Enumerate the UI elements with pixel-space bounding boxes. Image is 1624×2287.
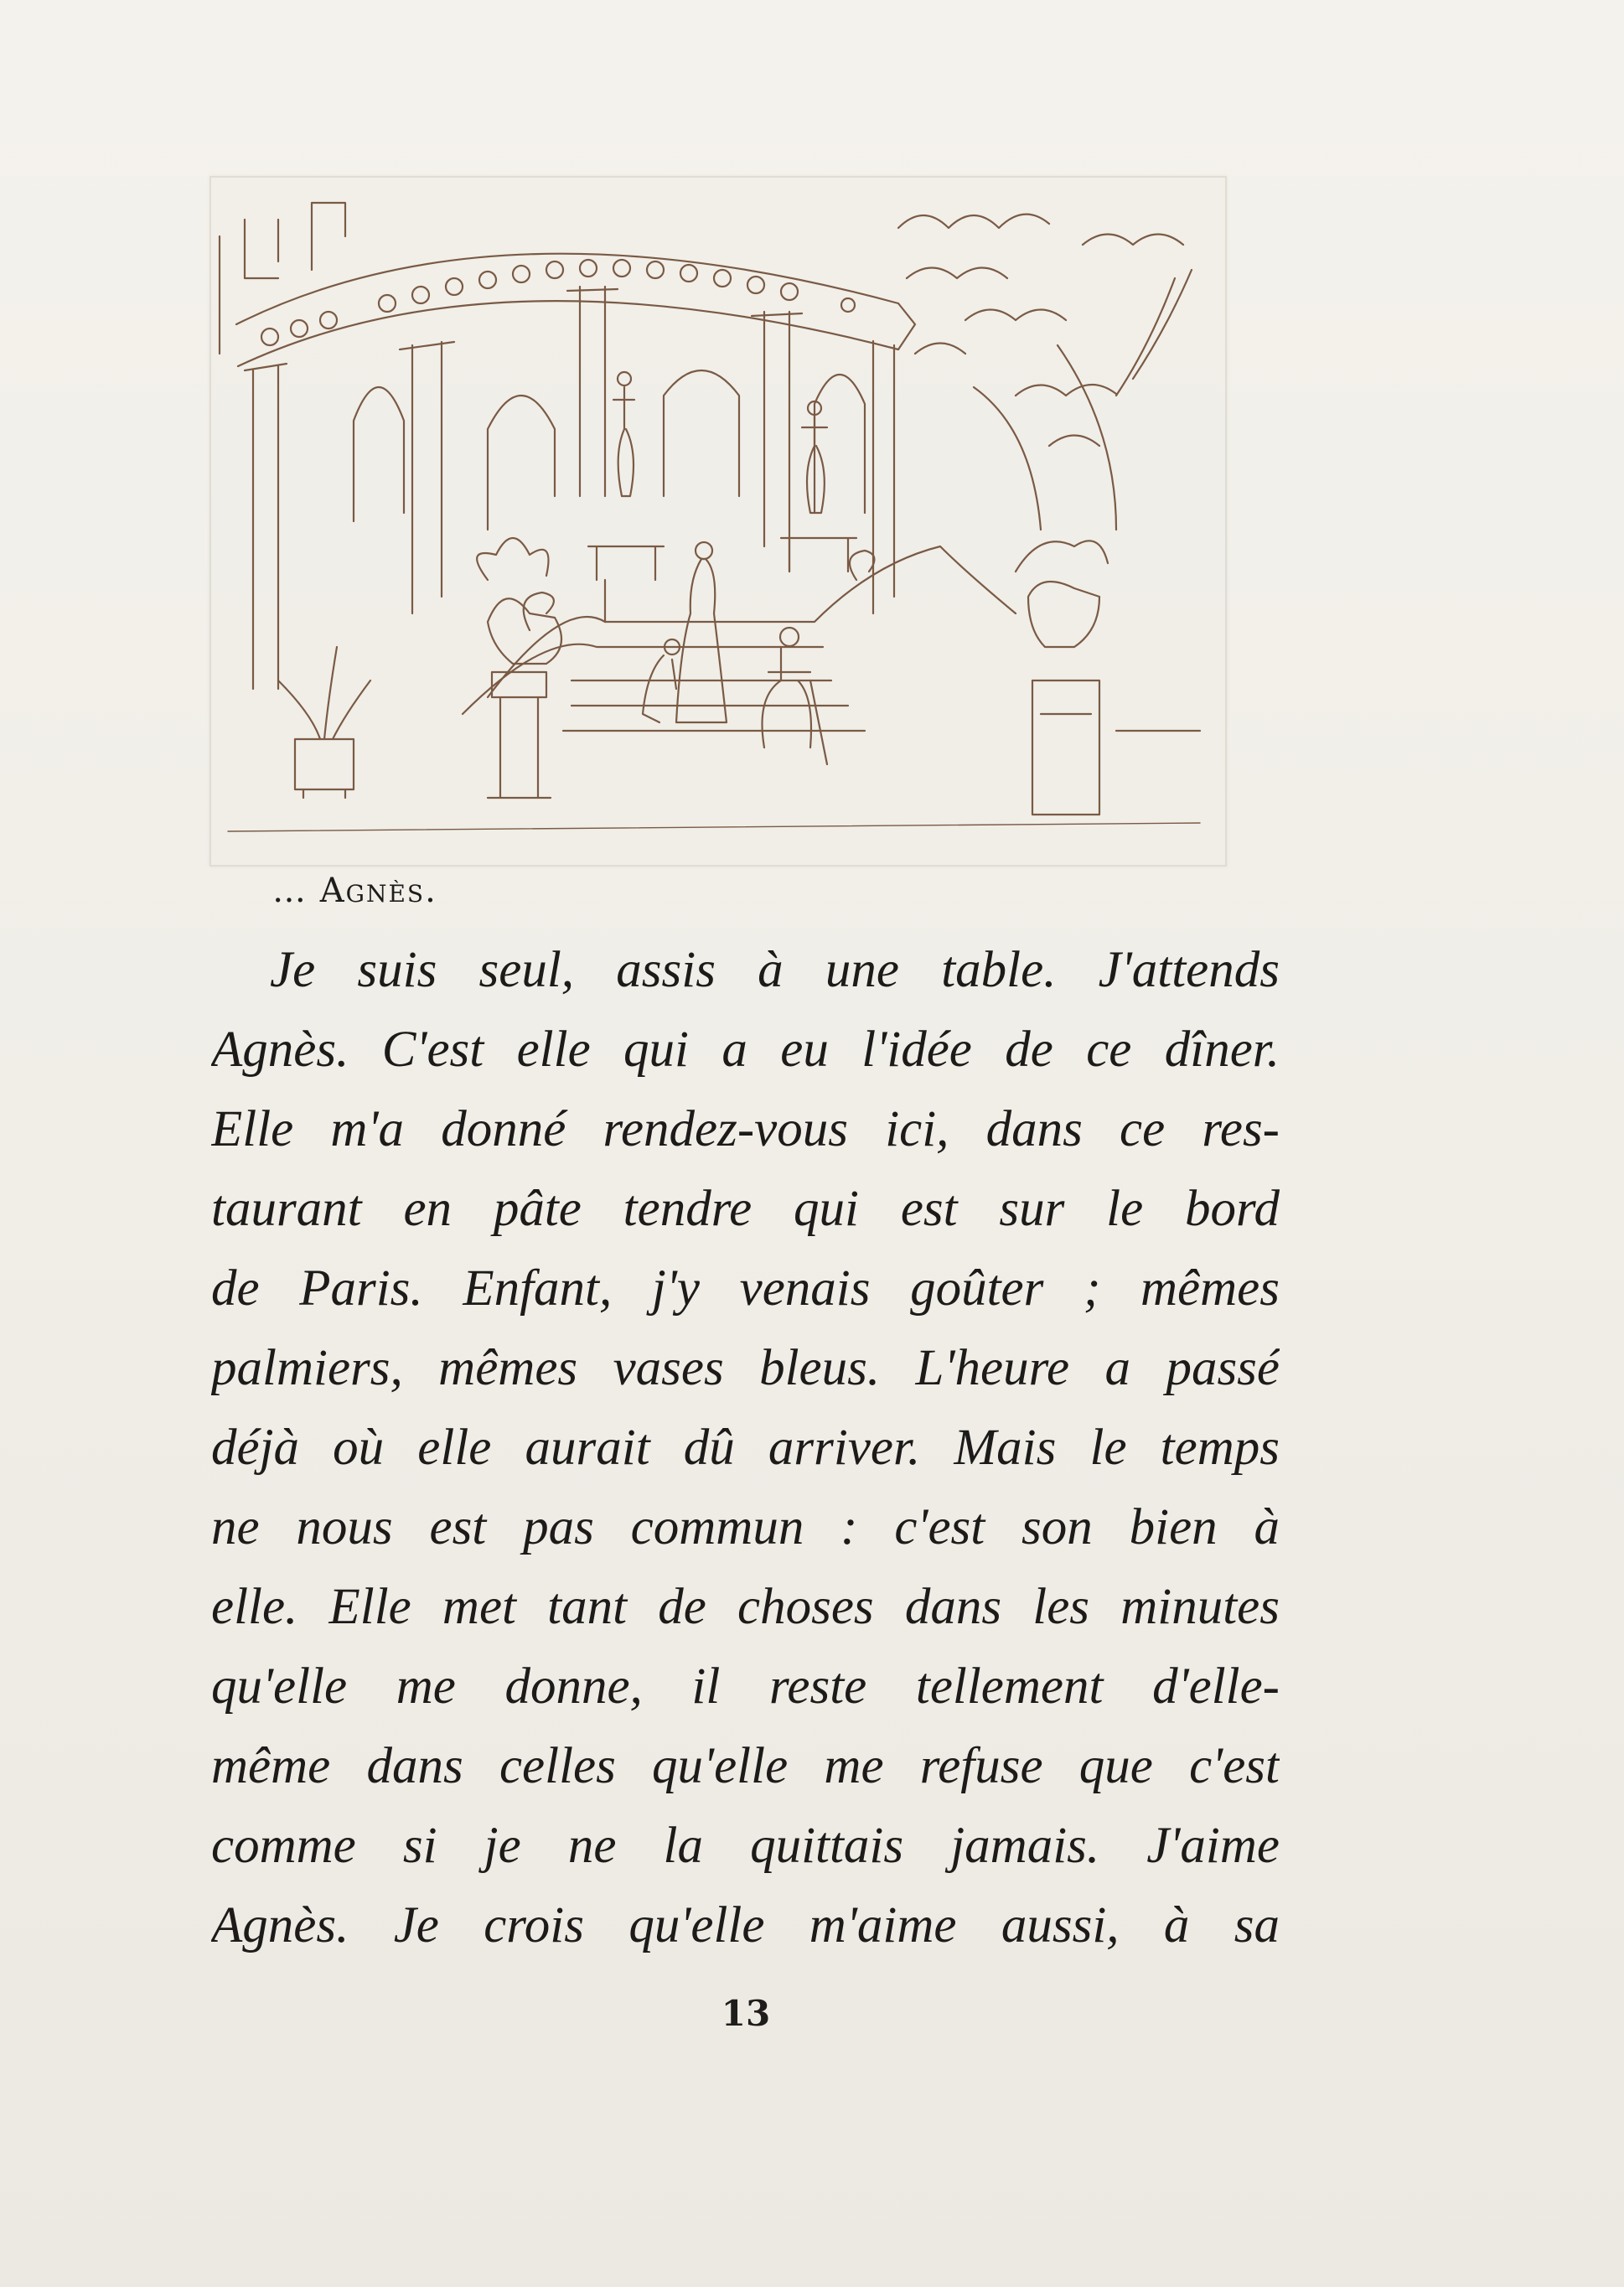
text-line: ne nous est pas commun : c'est son bien à	[211, 1499, 1280, 1555]
engraving-plate	[209, 176, 1227, 867]
text-line: Je suis seul, assis à une table. J'attends	[270, 942, 1280, 998]
text-line: taurant en pâte tendre qui est sur le bord	[211, 1181, 1280, 1237]
text-line: palmiers, mêmes vases bleus. L'heure a passé	[211, 1340, 1280, 1396]
chapter-heading: … Agnès.	[272, 872, 437, 910]
text-line: Agnès. C'est elle qui a eu l'idée de ce dîner.	[211, 1022, 1280, 1078]
text-line: elle. Elle met tant de choses dans les minutes	[211, 1579, 1280, 1635]
text-line: qu'elle me donne, il reste tellement d'elle-	[211, 1658, 1280, 1715]
garden-pavilion-engraving-icon	[211, 178, 1225, 865]
text-line: de Paris. Enfant, j'y venais goûter ; mêmes	[211, 1260, 1280, 1317]
text-line: Elle m'a donné rendez-vous ici, dans ce res-	[211, 1101, 1280, 1157]
page-number: 13	[721, 1993, 771, 2034]
text-line: Agnès. Je crois qu'elle m'aime aussi, à sa	[211, 1897, 1280, 1953]
text-line: comme si je ne la quittais jamais. J'aime	[211, 1818, 1280, 1874]
body-text	[211, 930, 1280, 1965]
text-line: même dans celles qu'elle me refuse que c'est	[211, 1738, 1280, 1794]
text-line: déjà où elle aurait dû arriver. Mais le temps	[211, 1420, 1280, 1476]
